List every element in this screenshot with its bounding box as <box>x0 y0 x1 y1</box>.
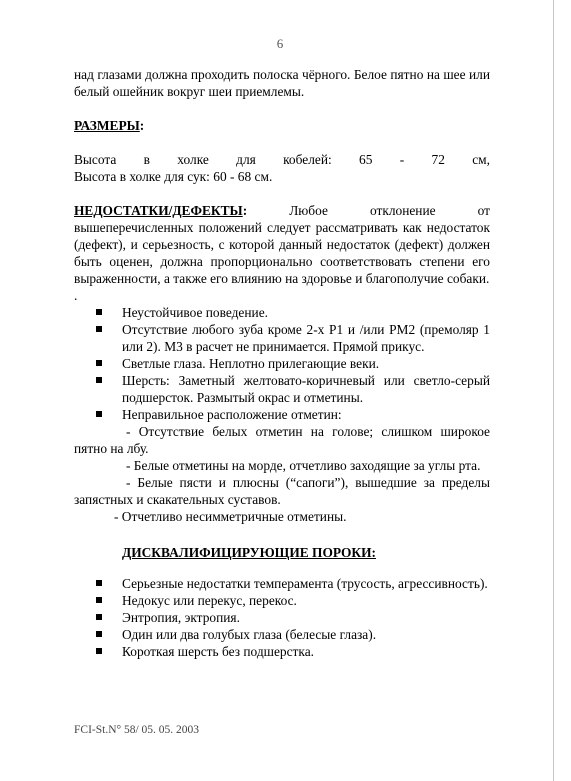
list-item: Серьезные недостатки темперамента (трусость, агрессивность). <box>74 575 490 592</box>
list-item: Недокус или перекус, перекос. <box>74 592 490 609</box>
disqualifying-heading-colon: : <box>371 545 376 561</box>
disqualifying-heading: ДИСКВАЛИФИЦИРУЮЩИЕ ПОРОКИ <box>122 545 372 561</box>
markings-sub-item: - Отчетливо несимметричные отметины. <box>114 509 347 524</box>
markings-sub-item: - Отсутствие белых отметин на голове; слишком широкое пятно на лбу. <box>74 424 490 456</box>
list-item: Отсутствие любого зуба кроме 2-х Р1 и /или РМ2 (премоляр 1 или 2). М3 в расчет не принимается. Прямой прикус. <box>74 321 490 355</box>
list-item: Энтропия, эктропия. <box>74 609 490 626</box>
bullet-icon <box>96 360 102 366</box>
bullet-icon <box>96 648 102 654</box>
bullet-icon <box>96 309 102 315</box>
disqualifying-list <box>74 575 490 660</box>
faults-text: Любое отклонение от вышеперечисленных положений следует рассматривать как недостаток (дефект), и серьезность, с которой данный недостаток (дефект) должен быть оценен, должна пропорционально соответствовать степени его выраженности, а также его влиянию на здоровье и благополучие собаки. <box>74 203 490 286</box>
sizes-male-line: Высота в холке для кобелей: 65 - 72 см, <box>74 152 490 167</box>
faults-paragraph <box>74 202 490 287</box>
bullet-icon <box>96 377 102 383</box>
faults-heading: НЕДОСТАТКИ/ДЕФЕКТЫ <box>74 203 243 218</box>
page-number: 6 <box>276 36 284 51</box>
sizes-heading-colon: : <box>139 118 145 133</box>
bullet-icon <box>96 580 102 586</box>
bullet-icon <box>96 614 102 620</box>
faults-heading-colon: : <box>242 203 248 218</box>
sizes-heading-line <box>74 117 490 134</box>
disqualifying-heading-line <box>74 544 490 561</box>
faults-list <box>74 304 490 423</box>
intro-paragraph: над глазами должна проходить полоска чёрного. Белое пятно на шее или белый ошейник вокруг шеи приемлемы. <box>74 67 490 99</box>
bullet-icon <box>96 411 102 417</box>
page-frame-edge <box>553 0 571 781</box>
list-item: Неправильное расположение отметин: <box>74 406 490 423</box>
list-item: Один или два голубых глаза (белесые глаза). <box>74 626 490 643</box>
sizes-heading: РАЗМЕРЫ <box>74 118 140 133</box>
page-content <box>74 66 490 660</box>
list-item: Светлые глаза. Неплотно прилегающие веки. <box>74 355 490 372</box>
bullet-icon <box>96 597 102 603</box>
sizes-female-line: Высота в холке для сук: 60 - 68 см. <box>74 169 273 184</box>
bullet-icon <box>96 631 102 637</box>
list-item: Шерсть: Заметный желтовато-коричневый или светло-серый подшерсток. Размытый окрас и отметины. <box>74 372 490 406</box>
faults-dot: . <box>74 288 78 303</box>
page-footer: FCI-St.N° 58/ 05. 05. 2003 <box>74 724 200 736</box>
markings-sub-item: - Белые отметины на морде, отчетливо заходящие за углы рта. <box>126 458 481 473</box>
list-item: Неустойчивое поведение. <box>74 304 490 321</box>
list-item: Короткая шерсть без подшерстка. <box>74 643 490 660</box>
markings-sub-item: - Белые пясти и плюсны (“сапоги”), вышедшие за пределы запястных и скакательных суставов. <box>74 475 490 507</box>
bullet-icon <box>96 326 102 332</box>
